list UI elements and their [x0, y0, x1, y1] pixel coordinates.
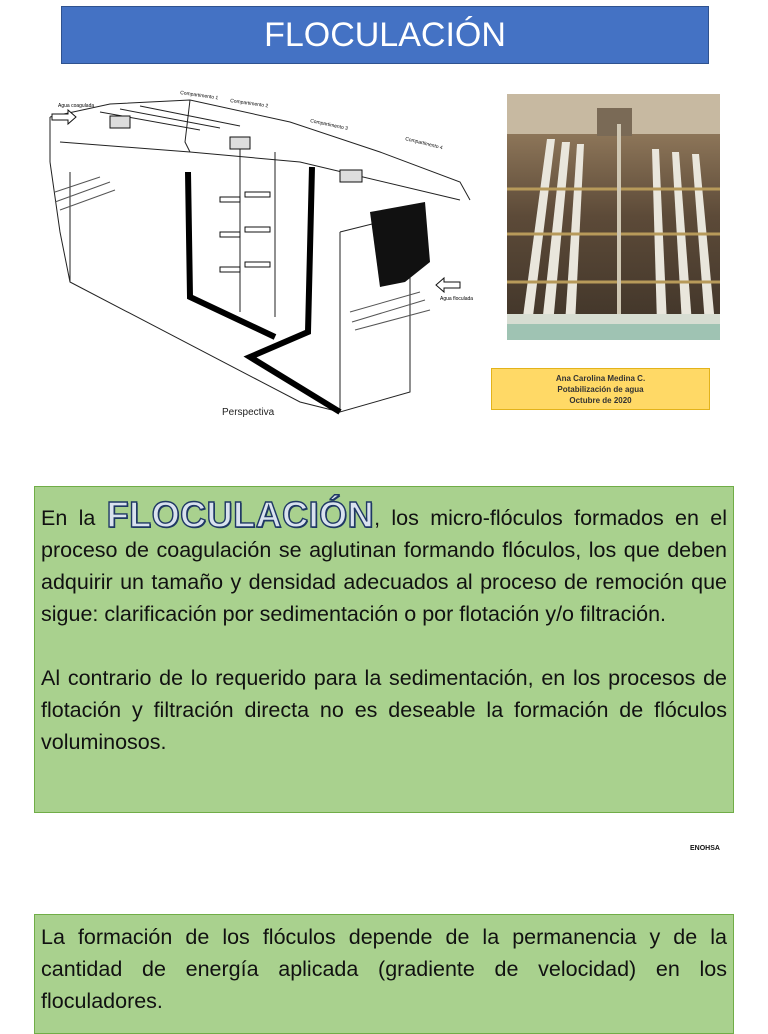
author-credit [491, 368, 710, 410]
inlet-label: Agua coagulada [58, 103, 95, 109]
credit-course: Potabilización de agua [557, 385, 644, 394]
compartment-label-3: Compartimento 3 [309, 118, 349, 132]
flocculator-photo [507, 94, 720, 340]
credit-author: Ana Carolina Medina C. [555, 374, 646, 383]
compartment-label-2: Compartimento 2 [229, 98, 269, 110]
compartment-label-1: Compartimento 1 [179, 90, 219, 102]
note-text: La formación de los flóculos depende de la permanencia y de la cantidad de energía aplicada (gradiente de velocidad) en los floculadores. [41, 925, 727, 1013]
source-label: ENOHSA [690, 845, 720, 852]
intro-prefix: En la [41, 506, 96, 530]
credit-date: Octubre de 2020 [569, 396, 632, 405]
intro-textbox [34, 486, 734, 813]
flocculator-diagram [40, 82, 490, 422]
page-title: FLOCULACIÓN [61, 6, 709, 64]
compartment-label-4: Compartimento 4 [404, 136, 444, 152]
highlight-word: FLOCULACIÓN [106, 494, 375, 535]
outlet-label: Agua floculada [440, 296, 474, 302]
intro-paragraph [41, 494, 727, 630]
intro-paragraph-2: Al contrario de lo requerido para la sedimentación, en los procesos de flotación y filtración directa no es deseable la formación de flóculos voluminosos. [41, 666, 727, 754]
diagram-caption: Perspectiva [222, 407, 275, 418]
intro-rest: , los micro-flóculos formados en el proceso de coagulación se aglutinan formando flóculos, los que deben adquirir un tamaño y densidad adecuados al proceso de remoción que sigue: clarificación por sedimentación o por flotación y/o filtración. [41, 506, 727, 626]
note-textbox [34, 914, 734, 1034]
